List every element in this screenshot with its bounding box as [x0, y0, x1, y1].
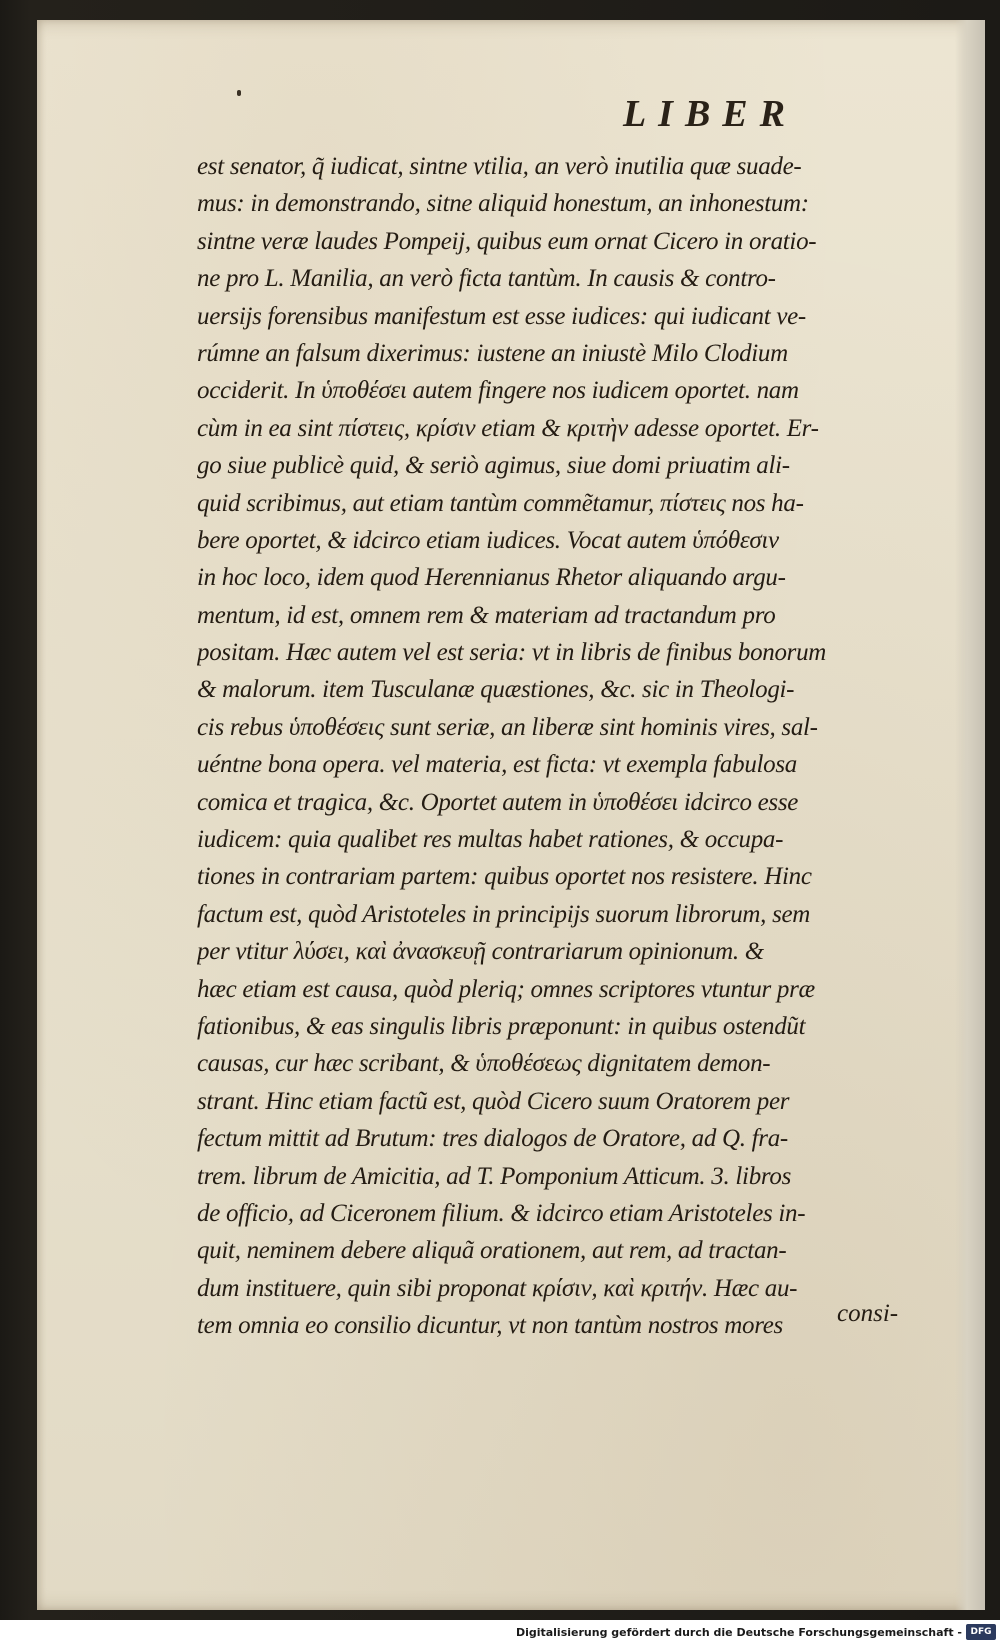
- text-line: fationibus, & eas singulis libris præponunt: in quibus ostendũt: [197, 1012, 806, 1040]
- text-line: bere oportet, & idcirco etiam iudices. Vocat autem ὑπόθεσιν: [197, 526, 779, 554]
- text-line: quit, neminem debere aliquã orationem, aut rem, ad tractan-: [197, 1237, 787, 1265]
- page-edge-shadow: [955, 20, 985, 1610]
- text-line: cùm in ea sint πίστεις, κρίσιν etiam & κριτὴν adesse oportet. Er-: [197, 414, 819, 442]
- funding-credit: Digitalisierung gefördert durch die Deutsche Forschungsgemeinschaft -: [515, 1626, 962, 1639]
- text-line: fectum mittit ad Brutum: tres dialogos de Oratore, ad Q. fra-: [197, 1125, 788, 1153]
- text-line: causas, cur hæc scribant, & ὑποθέσεως dignitatem demon-: [197, 1050, 771, 1078]
- text-line: go siue publicè quid, & seriò agimus, siue domi priuatim ali-: [197, 452, 790, 480]
- text-line: iudicem: quia qualibet res multas habet rationes, & occupa-: [197, 826, 784, 854]
- text-line: mus: in demonstrando, sitne aliquid honestum, an inhonestum:: [197, 190, 809, 218]
- body-text: [197, 148, 937, 1345]
- catchword: consi-: [837, 1300, 899, 1327]
- text-line: trem. librum de Amicitia, ad T. Pomponium Atticum. 3. libros: [197, 1162, 792, 1190]
- text-line: uéntne bona opera. vel materia, est ficta: vt exempla fabulosa: [197, 751, 798, 779]
- text-line: cis rebus ὑποθέσεις sunt seriæ, an liberæ sint hominis vires, sal-: [197, 713, 818, 741]
- text-line: comica et tragica, &c. Oportet autem in ὑποθέσει idcirco esse: [197, 788, 799, 816]
- text-line: sintne veræ laudes Pompeij, quibus eum ornat Cicero in oratio-: [197, 227, 817, 255]
- text-line: ne pro L. Manilia, an verò ficta tantùm. In causis & contro-: [197, 265, 776, 293]
- text-line: positam. Hæc autem vel est seria: vt in libris de finibus bonorum: [197, 639, 827, 667]
- text-line: est senator, q̃ iudicat, sintne vtilia, an verò inutilia quæ suade-: [197, 153, 802, 180]
- text-line: dum instituere, quin sibi proponat κρίσιν, καὶ κριτήν. Hæc au-: [197, 1274, 798, 1302]
- text-line: factum est, quòd Aristoteles in principijs suorum librorum, sem: [197, 900, 811, 928]
- text-line: tem omnia eo consilio dicuntur, vt non tantùm nostros mores: [197, 1312, 783, 1340]
- text-line: in hoc loco, idem quod Herennianus Rhetor aliquando argu-: [197, 564, 786, 592]
- text-line: strant. Hinc etiam factũ est, quòd Cicero suum Oratorem per: [197, 1087, 790, 1115]
- text-line: & malorum. item Tusculanæ quæstiones, &c. sic in Theologi-: [197, 676, 795, 704]
- text-line: de officio, ad Ciceronem filium. & idcirco etiam Aristoteles in-: [197, 1199, 806, 1227]
- text-line: hæc etiam est causa, quòd pleriq; omnes scriptores vtuntur præ: [197, 975, 815, 1003]
- text-line: occiderit. In ὑποθέσει autem fingere nos iudicem oportet. nam: [197, 377, 799, 405]
- book-page: [37, 20, 985, 1610]
- running-head: LIBER: [622, 93, 797, 135]
- dfg-logo-icon: DFG: [966, 1624, 996, 1640]
- text-line: quid scribimus, aut etiam tantùm commẽtamur, πίστεις nos ha-: [197, 489, 804, 517]
- text-line: per vtitur λύσει, καὶ ἀνασκευῇ contrariarum opinionum. &: [197, 938, 764, 966]
- text-line: mentum, id est, omnem rem & materiam ad tractandum pro: [197, 601, 776, 629]
- text-line: rúmne an falsum dixerimus: iustene an iniustè Milo Clodium: [197, 339, 788, 367]
- text-line: uersijs forensibus manifestum est esse iudices: qui iudicant ve-: [197, 302, 806, 330]
- text-line: tiones in contrariam partem: quibus oportet nos resistere. Hinc: [197, 863, 812, 891]
